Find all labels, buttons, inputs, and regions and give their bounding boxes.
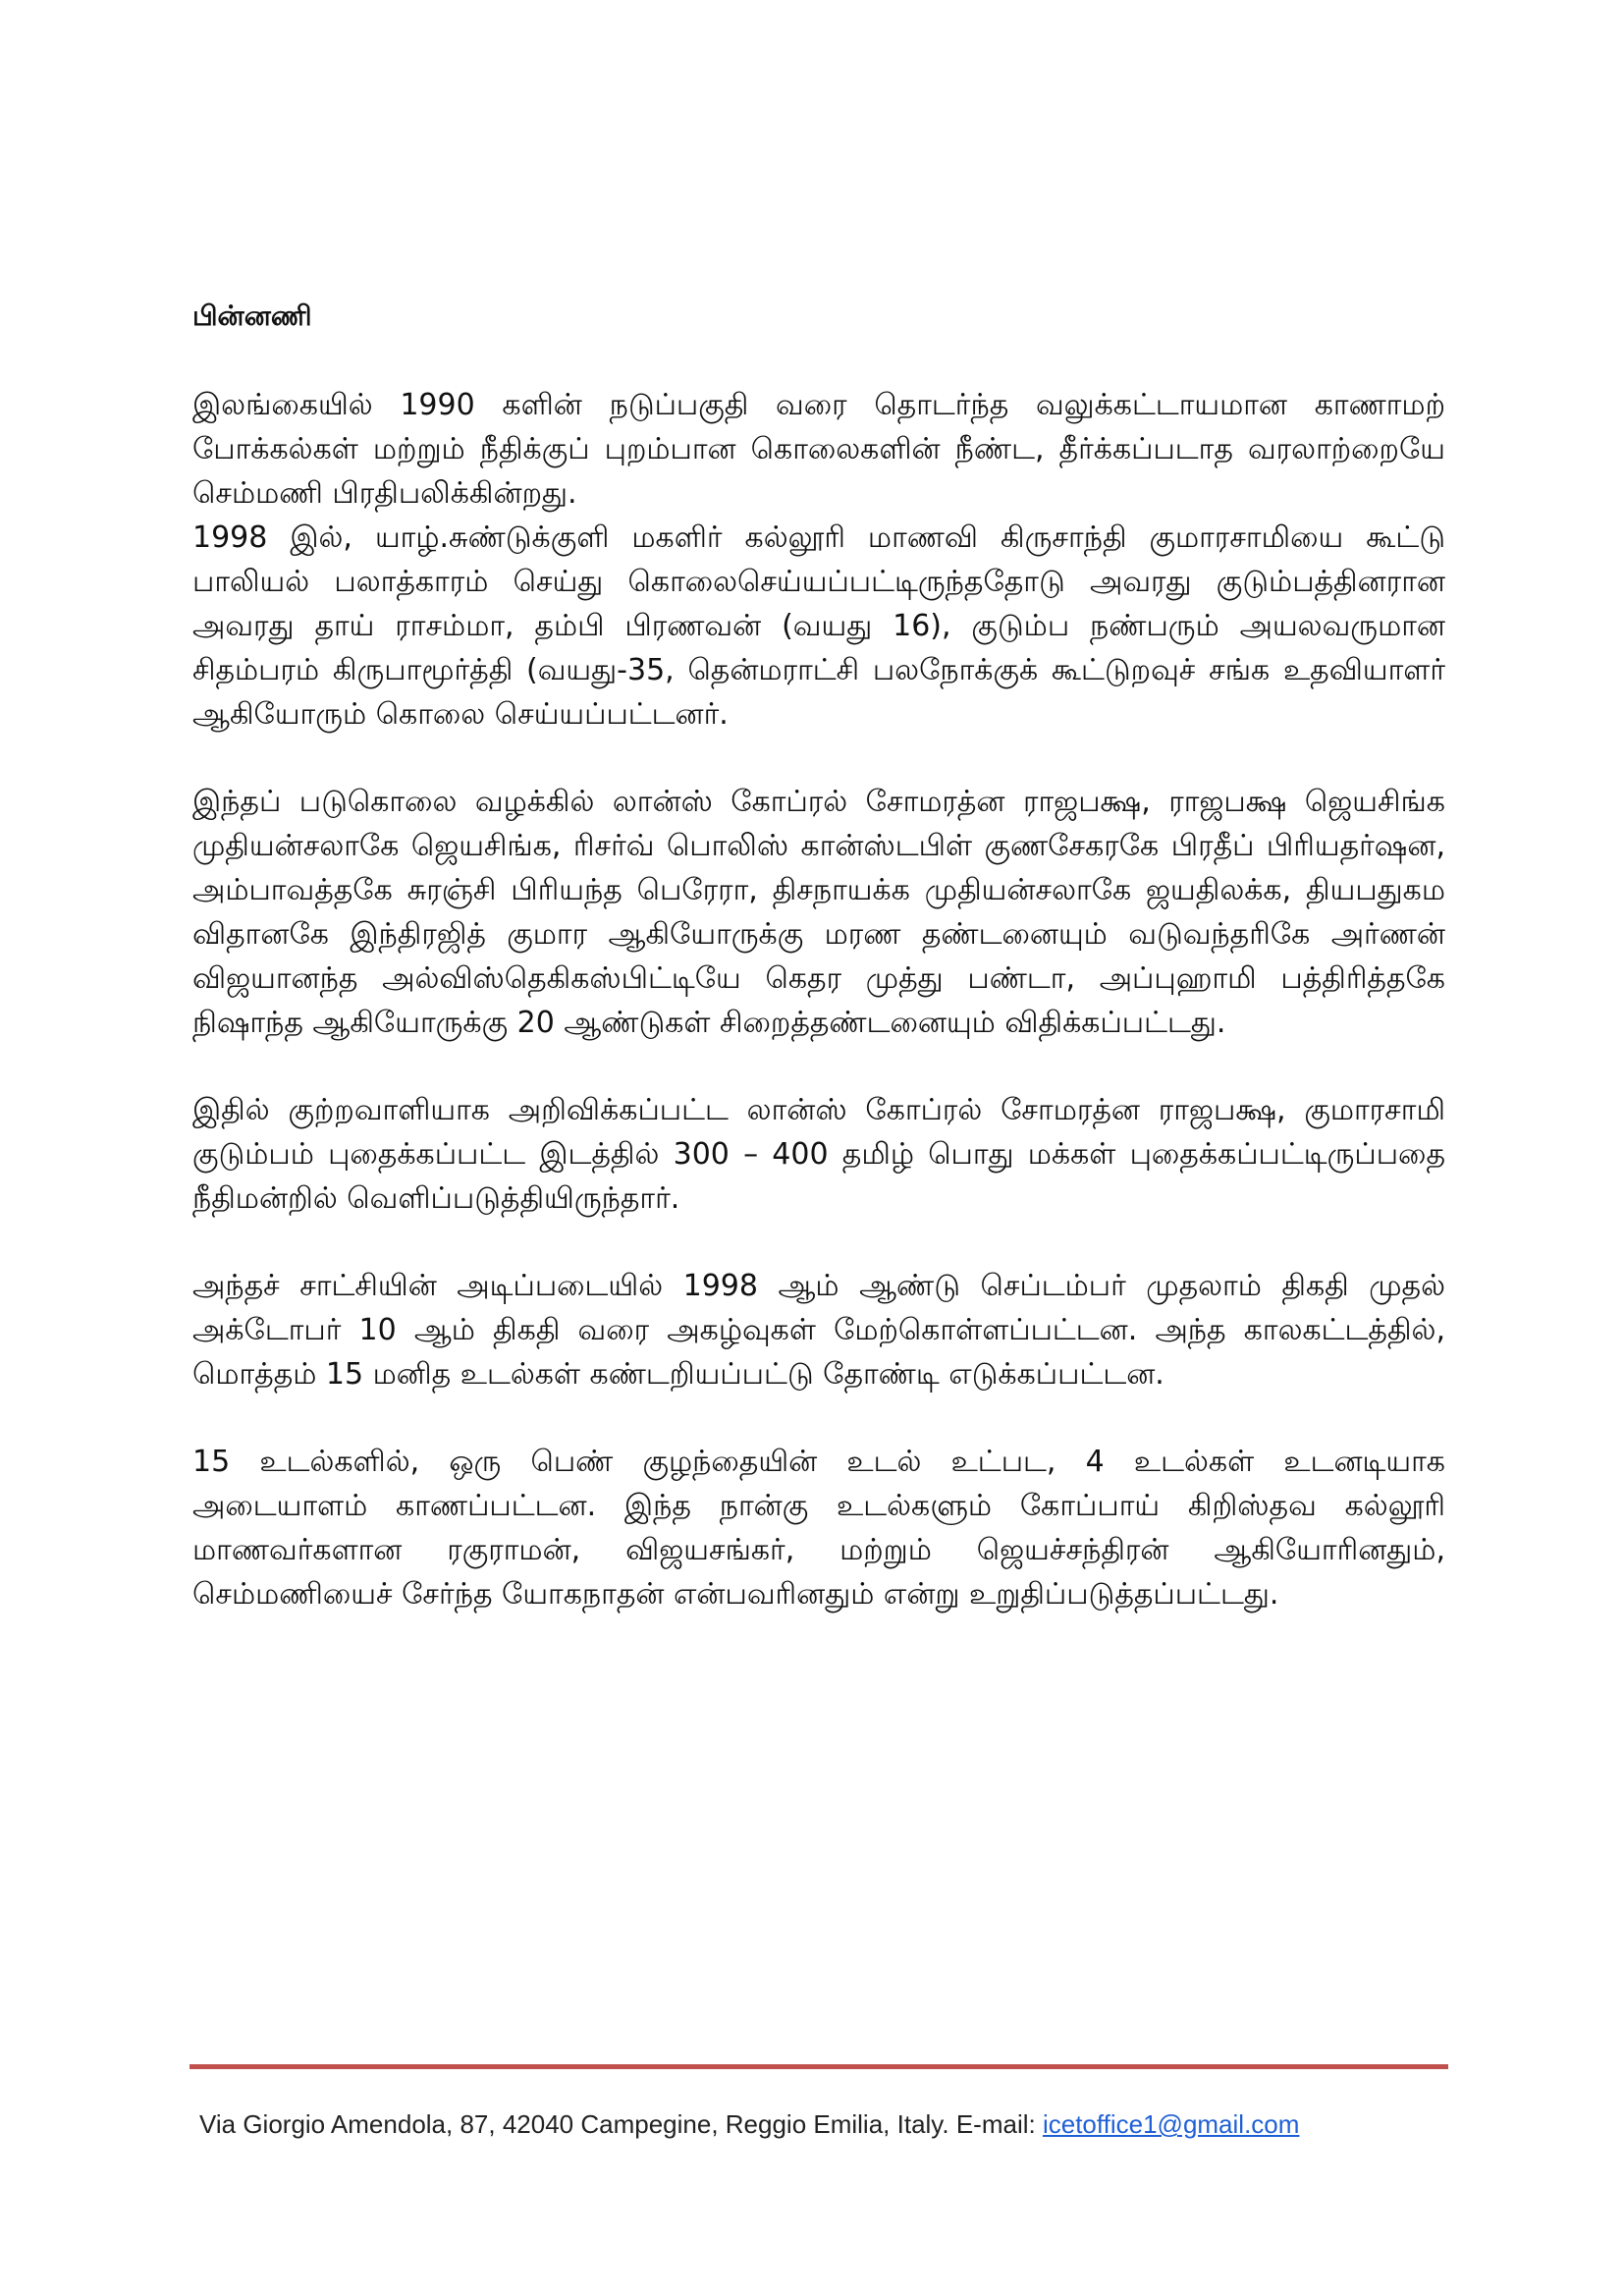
footer-address: Via Giorgio Amendola, 87, 42040 Campegine, Reggio Emilia, Italy. E-mail: bbox=[199, 2109, 1043, 2139]
paragraph-5: அந்தச் சாட்சியின் அடிப்படையில் 1998 ஆம் ஆண்டு செப்டம்பர் முதலாம் திகதி முதல் அக்டோபர் 10 ஆம் திகதி வரை அகழ்வுகள் மேற்கொள்ளப்பட்டன. அந்த காலகட்டத்தில், மொத்தம் 15 மனித உடல்கள் கண்டறியப்பட்டு தோண்டி எடுக்கப்பட்டன. bbox=[192, 1269, 1445, 1392]
paragraph-1: இலங்கையில் 1990 களின் நடுப்பகுதி வரை தொடர்ந்த வலுக்கட்டாயமான காணாமற் போக்கல்கள் மற்றும் நீதிக்குப் புறம்பான கொலைகளின் நீண்ட, தீர்க்கப்படாத வரலாற்றையே செம்மணி பிரதிபலிக்கின்றது. bbox=[192, 388, 1445, 511]
footer bbox=[199, 2107, 1299, 2141]
document-body bbox=[192, 295, 1445, 1616]
paragraph-3: இந்தப் படுகொலை வழக்கில் லான்ஸ் கோப்ரல் சோமரத்ன ராஜபக்ஷ, ராஜபக்ஷ ஜெயசிங்க முதியன்சலாகே ஜெயசிங்க, ரிசர்வ் பொலிஸ் கான்ஸ்டபிள் குணசேகரகே பிரதீப் பிரியதர்ஷன, அம்பாவத்தகே சுரஞ்சி பிரியந்த பெரேரா, திசநாயக்க முதியன்சலாகே ஜயதிலக்க, தியபதுகம விதானகே இந்திரஜித் குமார ஆகியோருக்கு மரண தண்டனையும் வடுவந்தரிகே அர்ணன் விஜயானந்த அல்விஸ்தெகிகஸ்பிட்டியே கெதர முத்து பண்டா, அப்புஹாமி பத்திரித்தகே நிஷாந்த ஆகியோருக்கு 20 ஆண்டுகள் சிறைத்தண்டனையும் விதிக்கப்பட்டது. bbox=[192, 785, 1445, 1040]
footer-divider bbox=[189, 2064, 1448, 2069]
footer-email-link[interactable]: icetoffice1@gmail.com bbox=[1042, 2109, 1300, 2139]
section-heading: பின்னணி bbox=[192, 300, 312, 332]
paragraph-2: 1998 இல், யாழ்.சுண்டுக்குளி மகளிர் கல்லூரி மாணவி கிருசாந்தி குமாரசாமியை கூட்டு பாலியல் பலாத்காரம் செய்து கொலைசெய்யப்பட்டிருந்ததோடு அவரது குடும்பத்தினரான அவரது தாய் ராசம்மா, தம்பி பிரணவன் (வயது 16), குடும்ப நண்பரும் அயலவருமான சிதம்பரம் கிருபாமூர்த்தி (வயது-35, தென்மராட்சி பலநோக்குக் கூட்டுறவுச் சங்க உதவியாளர் ஆகியோரும் கொலை செய்யப்பட்டனர். bbox=[192, 520, 1445, 732]
paragraph-4: இதில் குற்றவாளியாக அறிவிக்கப்பட்ட லான்ஸ் கோப்ரல் சோமரத்ன ராஜபக்ஷ, குமாரசாமி குடும்பம் புதைக்கப்பட்ட இடத்தில் 300 – 400 தமிழ் பொது மக்கள் புதைக்கப்பட்டிருப்பதை நீதிமன்றில் வெளிப்படுத்தியிருந்தார். bbox=[192, 1093, 1445, 1216]
paragraph-6: 15 உடல்களில், ஒரு பெண் குழந்தையின் உடல் உட்பட, 4 உடல்கள் உடனடியாக அடையாளம் காணப்பட்டன. இந்த நான்கு உடல்களும் கோப்பாய் கிறிஸ்தவ கல்லூரி மாணவர்களான ரகுராமன், விஜயசங்கர், மற்றும் ஜெயச்சந்திரன் ஆகியோரினதும், செம்மணியைச் சேர்ந்த யோகநாதன் என்பவரினதும் என்று உறுதிப்படுத்தப்பட்டது. bbox=[192, 1445, 1445, 1612]
